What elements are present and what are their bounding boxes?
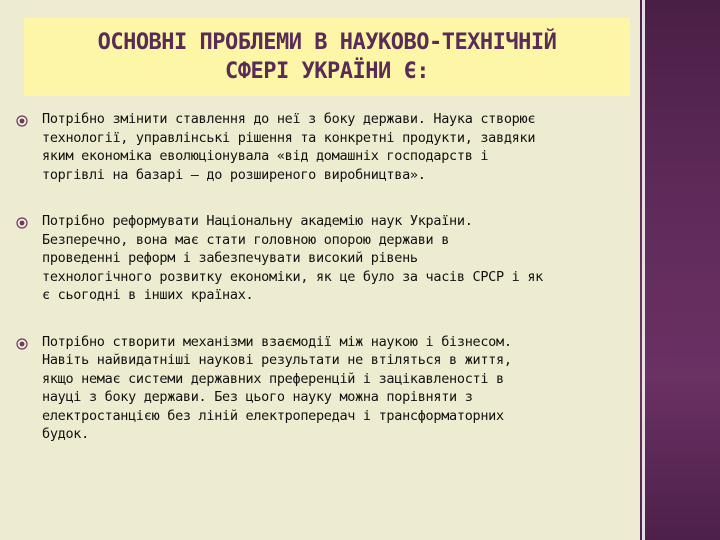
title-box <box>24 18 630 96</box>
bullet-text <box>42 110 628 184</box>
bullet-line: технології, управлінські рішення та конкретні продукти, завдяки <box>42 129 536 146</box>
bullet-line: електростанцією без ліній електропередач і трансформаторних <box>42 407 504 424</box>
bullet-line: Потрібно змінити ставлення до неї з боку держави. Наука створює <box>42 111 536 127</box>
bullet-line: яким економіка еволюціонувала «від домашніх господарств і <box>42 148 489 164</box>
bullet-text <box>42 212 628 305</box>
bullet-text <box>42 333 628 444</box>
bullet-line: торгівлі на базарі — до розширеного виробництва». <box>42 166 426 183</box>
bullet-item <box>16 333 628 444</box>
bullet-line: Потрібно реформувати Національну академію наук України. <box>42 213 473 229</box>
bullet-line: якщо немає системи державних преференцій і зацікавленості в <box>42 370 504 387</box>
circled-bullet-icon <box>16 338 28 350</box>
bullet-line: є сьогодні в інших країнах. <box>42 287 254 303</box>
slide-title-line-2: СФЕРІ УКРАЇНИ Є: <box>225 59 429 84</box>
side-panel <box>640 0 720 540</box>
bullet-line: будок. <box>42 426 89 442</box>
bullet-line: науці з боку держави. Без цього науку можна порівняти з <box>42 389 473 405</box>
bullet-item <box>16 212 628 305</box>
bullet-line: Безперечно, вона має стати головною опорою держави в <box>42 231 450 248</box>
circled-bullet-icon <box>16 115 28 127</box>
side-divider <box>642 0 645 540</box>
bullet-item <box>16 110 628 184</box>
bullet-line: Навіть найвидатніші наукові результати не втіляться в життя, <box>42 352 512 368</box>
bullet-line: Потрібно створити механізми взаємодії між наукою і бізнесом. <box>42 333 512 350</box>
bullet-list <box>16 110 628 444</box>
circled-bullet-icon <box>16 217 28 229</box>
bullet-line: проведенні реформ і забезпечувати високий рівень <box>42 250 418 266</box>
slide-title-line-1: ОСНОВНІ ПРОБЛЕМИ В НАУКОВО-ТЕХНІЧНІЙ <box>97 30 557 55</box>
bullet-line: технологічного розвитку економіки, як це було за часів СРСР і як <box>42 268 543 285</box>
